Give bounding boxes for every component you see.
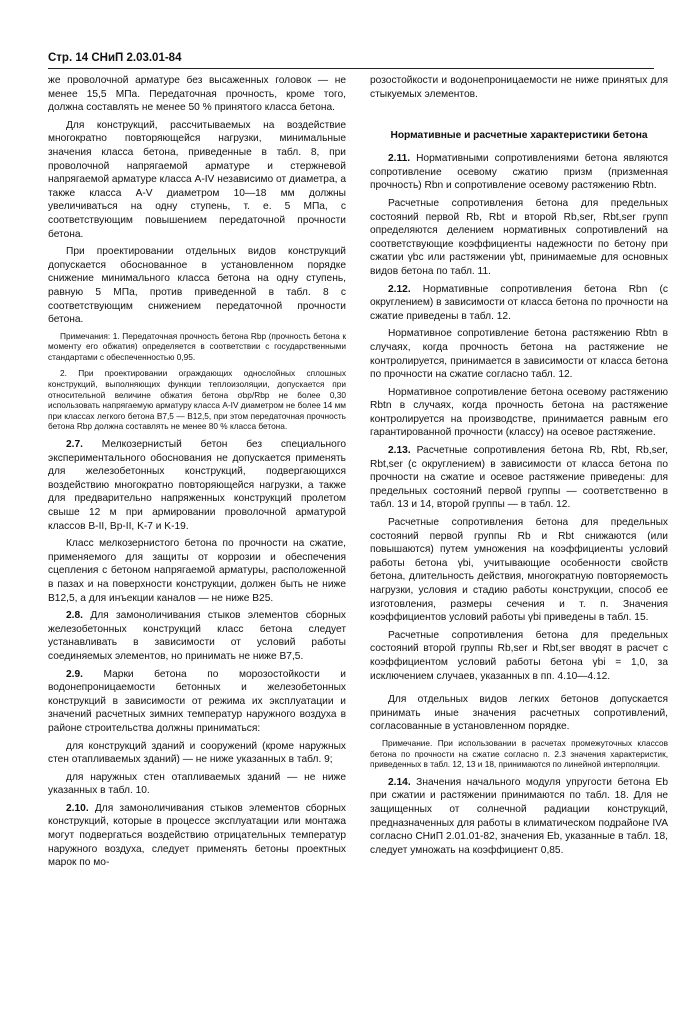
clause-number: 2.12. <box>388 283 411 295</box>
clause-text: Для замоноличивания стыков элементов сборных конструкций, которые в процессе эксплуатации или монтажа могут подвергаться воздействию отрицательных температур наружного воздуха, следует применять бетоны проектных марок по мо- <box>48 802 346 869</box>
paragraph: Расчетные сопротивления бетона для предельных состояний первой группы Rb и Rbt снижаются (или повышаются) путем умножения на коэффициенты условий работы бетона γbi, учитывающие особенности свойств бетона, длительность действия, многократную повторяемость нагрузки, условия и стадию работы конструкции, способ ее изготовления, размеры сечения и т. п. Значения коэффициентов условий работы γbi приведены в табл. 15. <box>370 517 668 624</box>
clause-text: Значения начального модуля упругости бетона Eb при сжатии и растяжении принимаются по табл. 18. Для не защищенных от солнечной радиации конструкций, предназначенных для работы в климатическом подрайоне IVA согласно СНиП 2.01.01-82, значения Eb, указанные в табл. 18, следует умножать на коэффициент 0,85. <box>370 776 668 856</box>
clause-text: Расчетные сопротивления бетона Rb, Rbt, Rb,ser, Rbt,ser (с округлением) в зависимости от класса бетона по прочности на сжатие и осевое растяжение приведены: для предельных состояний первой группы — соответственно в табл. 13 и 14, второй группы — в табл. 12. <box>370 445 668 511</box>
clause-2-11 <box>370 152 668 193</box>
clause-number: 2.10. <box>66 802 89 814</box>
clause-2-12 <box>370 283 668 324</box>
clause-number: 2.11. <box>388 153 411 165</box>
clause-text: Нормативные сопротивления бетона Rbn (с округлением) в зависимости от класса бетона по прочности на сжатие приведены в табл. 12. <box>370 283 668 322</box>
clause-2-8 <box>48 609 346 663</box>
page-header: Стр. 14 СНиП 2.03.01-84 <box>48 52 182 64</box>
paragraph: Нормативное сопротивление бетона осевому растяжению Rbtn в случаях, когда прочность бетона на растяжение контролируется на производстве, принимается равным его гарантированной прочности (классу) на осевое растяжение. <box>370 386 668 439</box>
clause-2-10 <box>48 802 346 870</box>
clause-text: Марки бетона по морозостойкости и водонепроницаемости бетонных и железобетонных конструкций в зависимости от режима их эксплуатации и значений расчетных зимних температур наружного воздуха в районе строительства должны приниматься: <box>48 668 346 734</box>
footnote: 2. При проектировании ограждающих однослойных сплошных конструкций, выполняющих функции теплоизоляции, допускается при относительной величине обжатия бетона σbp/Rbp не более 0,30 использовать напрягаемую арматуру класса A-IV диаметром не более 14 мм при классах легкого бетона B7,5 — B12,5, при этом передаточная прочность бетона Rbp должна составлять не менее 80 % класса бетона. <box>48 368 346 432</box>
paragraph: Нормативное сопротивление бетона растяжению Rbtn в случаях, когда прочность бетона на растяжение не контролируется, принимается в зависимости от класса бетона по прочности на сжатие согласно табл. 12. <box>370 328 668 381</box>
clause-number: 2.9. <box>66 668 83 680</box>
paragraph: Для отдельных видов легких бетонов допускается принимать иные значения расчетных сопротивлений, согласованные в установленном порядке. <box>370 694 668 733</box>
paragraph: Для конструкций, рассчитываемых на воздействие многократно повторяющейся нагрузки, минимальные значения класса бетона, приведенные в табл. 8, при проволочной напрягаемой арматуре и стержневой напрягаемой арматуре класса A-IV независимо от диаметра, а также класса A-V диаметром 10—18 мм должны увеличиваться на одну ступень, т. е. 5 МПа, с соответствующим повышением передаточной прочности бетона. <box>48 119 346 240</box>
paragraph: розостойкости и водонепроницаемости не ниже принятых для стыкуемых элементов. <box>370 75 668 100</box>
clause-2-13 <box>370 444 668 512</box>
clause-text: Мелкозернистый бетон без специального экспериментального обоснования не допускается применять для железобетонных конструкций, подвергающихся воздействию многократно повторяющейся нагрузки, а также для предварительно напряженных конструкций пролетом свыше 12 м при армировании проволочной арматурой классов B-II, Bp-II, K-7 и K-19. <box>48 439 346 532</box>
paragraph: для конструкций зданий и сооружений (кроме наружных стен отапливаемых зданий) — не ниже указанных в табл. 9; <box>48 740 346 766</box>
clause-2-14 <box>370 776 668 858</box>
paragraph: Расчетные сопротивления бетона для предельных состояний первой Rb, Rbt и второй Rb,ser, Rbt,ser групп определяются делением нормативных сопротивлений на соответствующие коэффициенты надежности по бетону при сжатии γbc или растяжении γbt, принимаемые для основных видов бетона по табл. 11. <box>370 197 668 277</box>
clause-number: 2.7. <box>66 439 83 451</box>
clause-number: 2.13. <box>388 445 411 457</box>
footnote: Примечания: 1. Передаточная прочность бетона Rbp (прочность бетона к моменту его обжатия) определяется в соответствии с государственными стандартами с обеспеченностью 0,95. <box>48 330 346 362</box>
header-rule <box>48 68 654 69</box>
paragraph: для наружных стен отапливаемых зданий — не ниже указанных в табл. 10. <box>48 771 346 797</box>
left-column <box>48 74 346 874</box>
right-column <box>370 74 668 861</box>
clause-2-9 <box>48 668 346 736</box>
paragraph: При проектировании отдельных видов конструкций допускается обоснованное в установленном порядке снижение минимального класса бетона на одну ступень, равную 5 МПа, против приведенной в табл. 8 с соответствующим снижением передаточной прочности бетона. <box>48 246 346 326</box>
paragraph: Расчетные сопротивления бетона для предельных состояний второй группы Rb,ser и Rbt,ser вводят в расчет с коэффициентом условий работы бетона γbi = 1,0, за исключением случаев, указанных в пп. 4.10—4.12. <box>370 629 668 682</box>
section-heading: Нормативные и расчетные характеристики бетона <box>390 130 648 142</box>
clause-number: 2.14. <box>388 776 411 788</box>
footnote: Примечание. При использовании в расчетах промежуточных классов бетона по прочности на сжатие согласно п. 2.3 значения характеристик, приведенных в табл. 12, 13 и 18, принимаются по линейной интерполяции. <box>370 737 668 770</box>
clause-text: Нормативными сопротивлениями бетона являются сопротивление осевому сжатию призм (призменная прочность) Rbn и сопротивление осевому растяжению Rbtn. <box>370 153 668 192</box>
clause-text: Для замоноличивания стыков элементов сборных железобетонных конструкций класс бетона следует устанавливать в зависимости от условий работы соединяемых элементов, но принимать не ниже B7,5. <box>48 610 346 662</box>
paragraph: Класс мелкозернистого бетона по прочности на сжатие, применяемого для защиты от коррозии и обеспечения сцепления с бетоном напрягаемой арматуры, расположенной в пазах и на поверхности конструкции, должен быть не ниже B12,5, а для инъекции каналов — не ниже B25. <box>48 538 346 604</box>
clause-2-7 <box>48 438 346 533</box>
paragraph: же проволочной арматуре без высаженных головок — не менее 15,5 МПа. Передаточная прочность, кроме того, должна составлять не менее 50 % принятого класса бетона. <box>48 75 346 114</box>
clause-number: 2.8. <box>66 610 83 622</box>
